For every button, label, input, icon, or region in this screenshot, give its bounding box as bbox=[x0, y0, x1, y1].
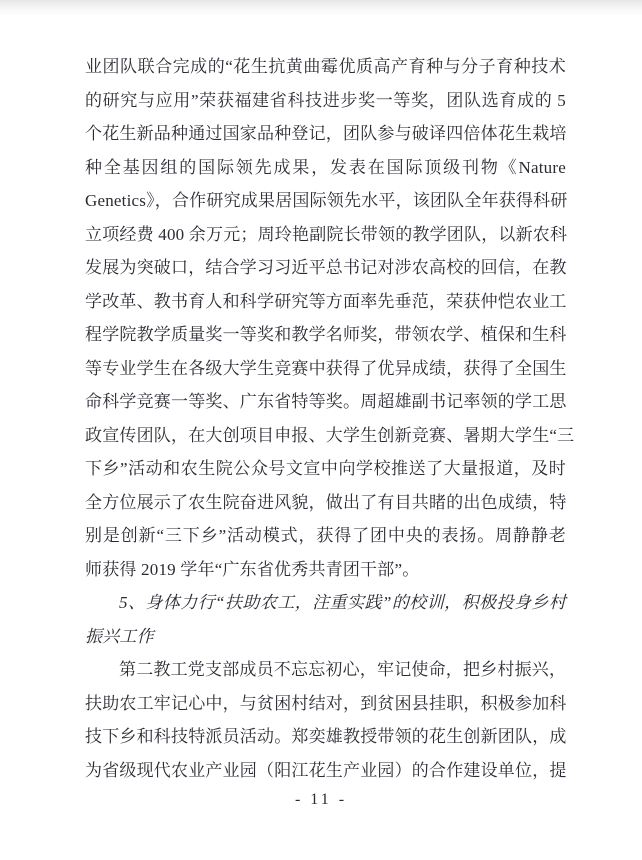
heading-line: 振兴工作 bbox=[85, 626, 154, 646]
text-line: 等专业学生在各级大学生竞赛中获得了优异成绩，获得了全国生 bbox=[85, 358, 567, 378]
text-line: 立项经费 400 余万元；周玲艳副院长带领的教学团队，以新农科 bbox=[85, 224, 568, 244]
text-line: 命科学竞赛一等奖、广东省特等奖。周超雄副书记率领的学工思 bbox=[85, 392, 567, 411]
text-line: 的研究与应用”荣获福建省科技进步奖一等奖，团队选育成的 5 bbox=[85, 90, 566, 110]
page-footer bbox=[0, 788, 642, 812]
text-line: 第二教工党支部成员不忘忘初心，牢记使命，把乡村振兴， bbox=[119, 660, 567, 679]
page-number: - 11 - bbox=[294, 791, 348, 808]
text-line: 为省级现代农业产业园（阳江花生产业园）的合作建设单位，提 bbox=[85, 760, 567, 780]
text-line: 业团队联合完成的“花生抗黄曲霉优质高产育种与分子育种技术 bbox=[85, 57, 566, 76]
heading-line: 5、身体力行“扶助农工，注重实践”的校训，积极投身乡村 bbox=[119, 593, 566, 612]
text-line: 全方位展示了农生院奋进风貌，做出了有目共睹的出色成绩，特 bbox=[85, 492, 567, 512]
text-line: 下乡”活动和农生院公众号文宣中向学校推送了大量报道，及时 bbox=[85, 459, 566, 478]
document-body bbox=[85, 50, 575, 787]
text-line: 学改革、教书育人和科学研究等方面率先垂范，荣获仲恺农业工 bbox=[85, 291, 567, 311]
text-line: 发展为突破口，结合学习习近平总书记对涉农高校的回信，在教 bbox=[85, 258, 567, 277]
text-line: 师获得 2019 学年“广东省优秀共青团干部”。 bbox=[85, 559, 420, 579]
text-line: 别是创新“三下乡”活动模式，获得了团中央的表扬。周静静老 bbox=[85, 526, 566, 545]
text-line: 种全基因组的国际领先成果，发表在国际顶级刊物《Nature bbox=[85, 157, 566, 177]
text-line: 技下乡和科技特派员活动。郑奕雄教授带领的花生创新团队，成 bbox=[85, 727, 567, 746]
text-line: Genetics》，合作研究成果居国际领先水平，该团队全年获得科研 bbox=[85, 191, 568, 210]
page-top-shade bbox=[0, 0, 642, 16]
text-line: 扶助农工牢记心中，与贫困村结对，到贫困县挂职，积极参加科 bbox=[85, 693, 567, 713]
text-line: 程学院教学质量奖一等奖和教学名师奖，带领农学、植保和生科 bbox=[85, 325, 567, 344]
text-line: 政宣传团队，在大创项目申报、大学生创新竞赛、暑期大学生“三 bbox=[85, 425, 575, 445]
text-line: 个花生新品种通过国家品种登记，团队参与破译四倍体花生栽培 bbox=[85, 124, 567, 143]
